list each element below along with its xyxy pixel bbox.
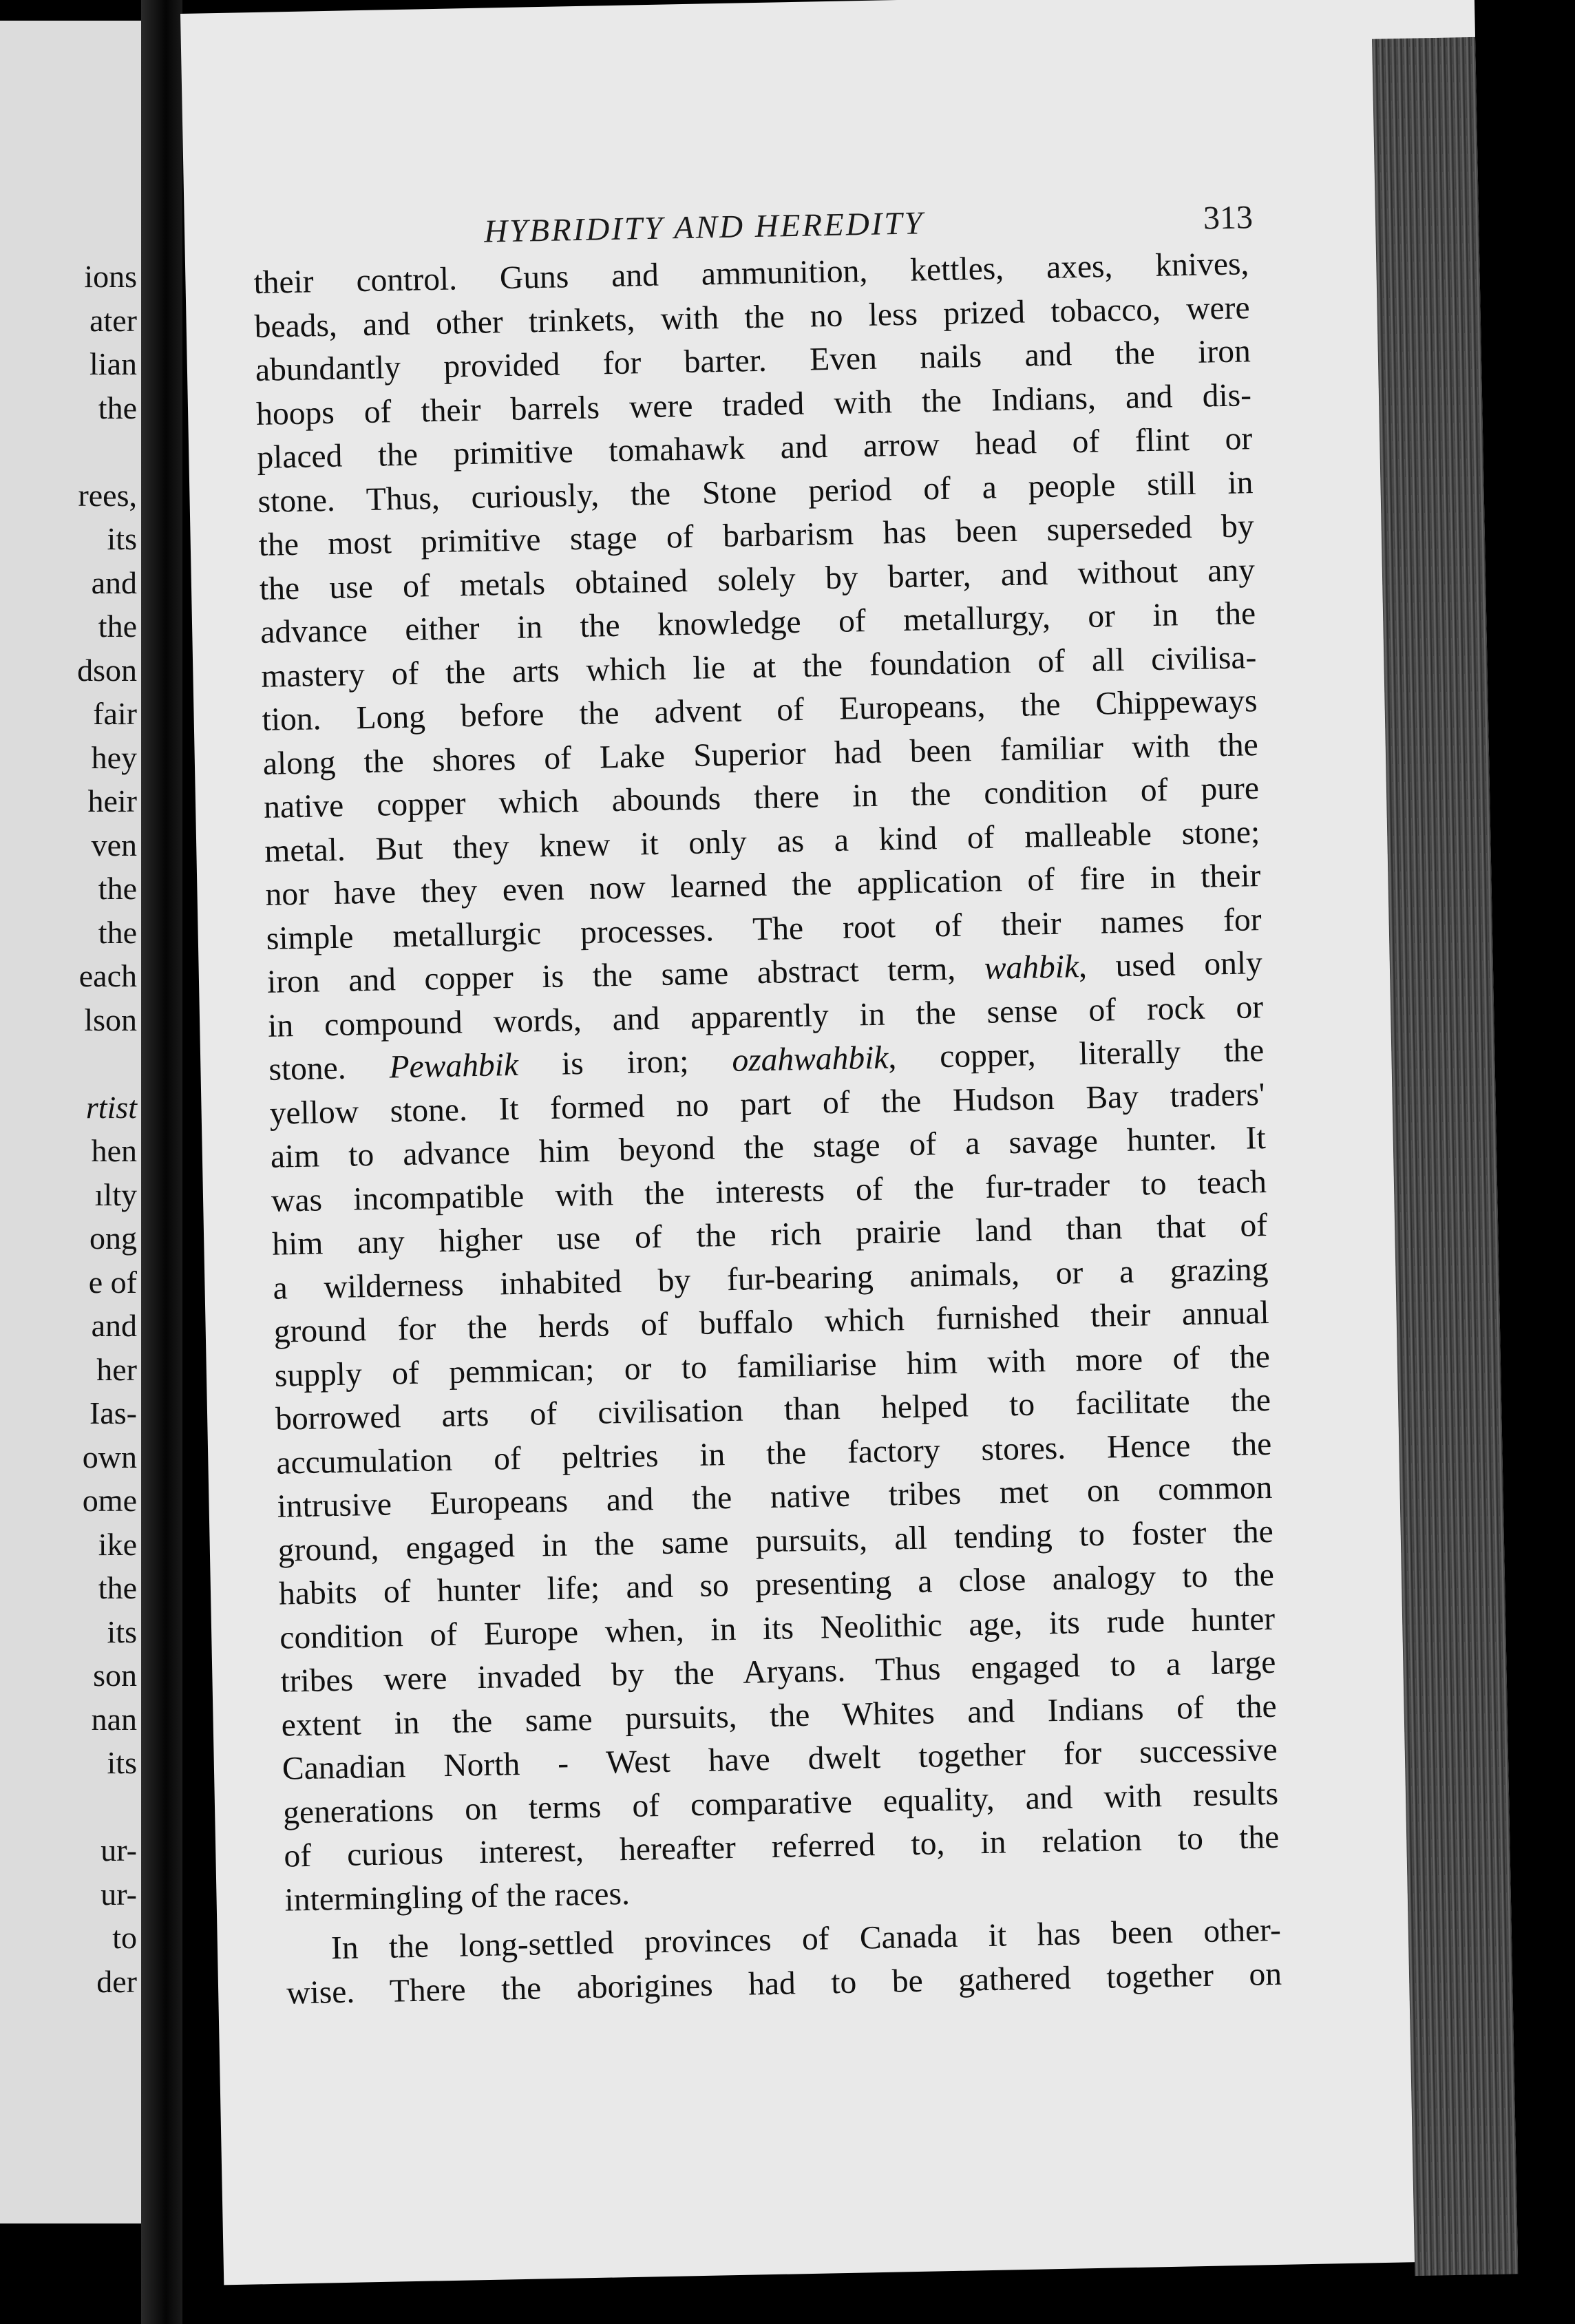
left-page-fragment — [0, 1785, 141, 1829]
text-line: iron and copper is the same abstract term, wahbik, used only — [266, 945, 1263, 1000]
left-page-fragment: ike — [98, 1526, 137, 1562]
italic-term: Pewahbik — [389, 1046, 519, 1086]
left-page-fragment: the — [98, 390, 137, 425]
text-line: abundantly provided for barter. Even nails and the iron — [255, 333, 1251, 388]
book-page — [180, 0, 1518, 2285]
text-line: native copper which abounds there in the condition of pure — [263, 770, 1260, 825]
left-page-fragment: hen — [91, 1133, 137, 1168]
body-text — [253, 242, 1282, 2015]
left-page-fragment: Ias- — [89, 1395, 137, 1430]
text-line: supply of pemmican; or to familiarise him with more of the — [274, 1338, 1271, 1394]
left-page-fragment — [0, 1042, 141, 1086]
left-page-fragment: the — [98, 609, 137, 644]
left-page-fragment: own — [82, 1439, 137, 1475]
left-page-fragment: hey — [91, 739, 137, 775]
left-page-fragment: the — [98, 914, 137, 950]
previous-page-text — [0, 255, 141, 2003]
text-line: condition of Europe when, in its Neolithic age, its rude hunter — [279, 1601, 1276, 1656]
left-page-fragment: ur- — [101, 1876, 137, 1912]
text-line: nor have they even now learned the application of fire in their — [265, 858, 1261, 913]
text-line: ground for the herds of buffalo which furnished their annual — [273, 1294, 1270, 1350]
text-line: ground, engaged in the same pursuits, all tending to foster the — [277, 1513, 1274, 1569]
left-page-fragment: fair — [93, 696, 137, 731]
previous-page-fragment — [0, 21, 141, 2223]
text-line: beads, and other trinkets, with the no less prized tobacco, were — [254, 289, 1250, 345]
text-line: metal. But they knew it only as a kind of malleable stone; — [264, 814, 1260, 869]
text-line: tion. Long before the advent of Europeans, the Chippeways — [262, 683, 1258, 738]
text-line: Canadian North - West have dwelt together for successive — [282, 1731, 1278, 1787]
italic-term: ozahwahbik — [731, 1039, 889, 1079]
text-line: tribes were invaded by the Aryans. Thus engaged to a large — [280, 1644, 1276, 1700]
text-line: the use of metals obtained solely by barter, and without any — [259, 551, 1256, 607]
page-number: 313 — [1203, 199, 1254, 237]
text-line: in compound words, and apparently in the sense of rock or — [267, 989, 1264, 1044]
left-page-fragment: lson — [84, 1002, 137, 1037]
text-line: simple metallurgic processes. The root of their names for — [266, 901, 1262, 957]
left-page-fragment: nan — [91, 1701, 137, 1737]
left-page-fragment: to — [112, 1920, 137, 1955]
left-page-fragment: lian — [89, 346, 137, 381]
text-line: accumulation of peltries in the factory stores. Hence the — [275, 1426, 1272, 1481]
left-page-fragment: ong — [89, 1221, 137, 1256]
text-line: hoops of their barrels were traded with the Indians, and dis- — [255, 377, 1252, 432]
left-page-fragment: the — [98, 1570, 137, 1605]
left-page-fragment: rtist — [85, 1089, 137, 1125]
text-line: along the shores of Lake Superior had been familiar with the — [262, 726, 1259, 782]
text-line: generations on terms of comparative equality, and with results — [282, 1775, 1279, 1831]
left-page-fragment: ions — [84, 259, 137, 294]
left-page-fragment: heir — [87, 783, 137, 818]
text-line: intermingling of the races. — [284, 1875, 631, 1919]
left-page-fragment: son — [93, 1658, 137, 1693]
left-page-fragment: dson — [77, 652, 137, 688]
left-page-fragment: each — [78, 958, 137, 993]
left-page-fragment: its — [107, 1614, 137, 1649]
text-line: In the long-settled provinces of Canada it has been other- — [330, 1912, 1282, 1967]
left-page-fragment: its — [107, 521, 137, 556]
left-page-fragment: der — [96, 1963, 137, 1999]
left-page-fragment: ome — [82, 1483, 137, 1518]
text-line: of curious interest, hereafter referred to, in relation to the — [283, 1819, 1280, 1874]
text-line: advance either in the knowledge of metallurgy, or in the — [260, 595, 1256, 651]
text-line: wise. There the aborigines had to be gathered together on — [286, 1956, 1282, 2011]
text-line: placed the primitive tomahawk and arrow head of flint or — [256, 421, 1253, 476]
left-page-fragment: ılty — [94, 1176, 137, 1212]
left-page-fragment: e of — [88, 1264, 137, 1300]
italic-term: wahbik — [984, 949, 1079, 986]
left-page-fragment: rees, — [78, 477, 137, 513]
text-line: the most primitive stage of barbarism has been superseded by — [258, 508, 1255, 563]
text-line: intrusive Europeans and the native tribes met on common — [277, 1469, 1273, 1525]
text-line: aim to advance him beyond the stage of a savage hunter. It — [270, 1120, 1267, 1175]
text-line: was incompatible with the interests of the fur-trader to teach — [271, 1163, 1267, 1219]
text-line: their control. Guns and ammunition, kettles, axes, knives, — [253, 246, 1249, 302]
left-page-fragment: ven — [91, 827, 137, 863]
left-page-fragment: the — [98, 871, 137, 906]
text-line: stone. Thus, curiously, the Stone period of a people still in — [257, 464, 1254, 520]
left-page-fragment: her — [96, 1351, 137, 1387]
text-line: habits of hunter life; and so presenting a close analogy to the — [278, 1556, 1275, 1612]
text-line: mastery of the arts which lie at the foundation of all civilisa- — [260, 639, 1257, 695]
book-gutter — [141, 0, 182, 2324]
text-line: a wilderness inhabited by fur-bearing animals, or a grazing — [273, 1251, 1269, 1307]
left-page-fragment: and — [91, 1308, 137, 1343]
text-line: borrowed arts of civilisation than helped to facilitate the — [275, 1382, 1271, 1437]
left-page-fragment: ater — [89, 302, 137, 338]
left-page-fragment: and — [91, 564, 137, 600]
text-line: extent in the same pursuits, the Whites and Indians of the — [281, 1688, 1277, 1744]
left-page-fragment — [0, 430, 141, 474]
left-page-fragment: its — [107, 1745, 137, 1780]
page-edge — [1372, 37, 1518, 2276]
running-head: HYBRIDITY AND HEREDITY — [483, 205, 925, 250]
left-page-fragment: ur- — [101, 1832, 137, 1868]
text-line: him any higher use of the rich prairie land than that of — [271, 1207, 1268, 1263]
text-line: yellow stone. It formed no part of the Hudson Bay traders' — [269, 1076, 1265, 1132]
text-line: stone. Pewahbik is iron; ozahwahbik, copper, literally the — [268, 1033, 1265, 1088]
